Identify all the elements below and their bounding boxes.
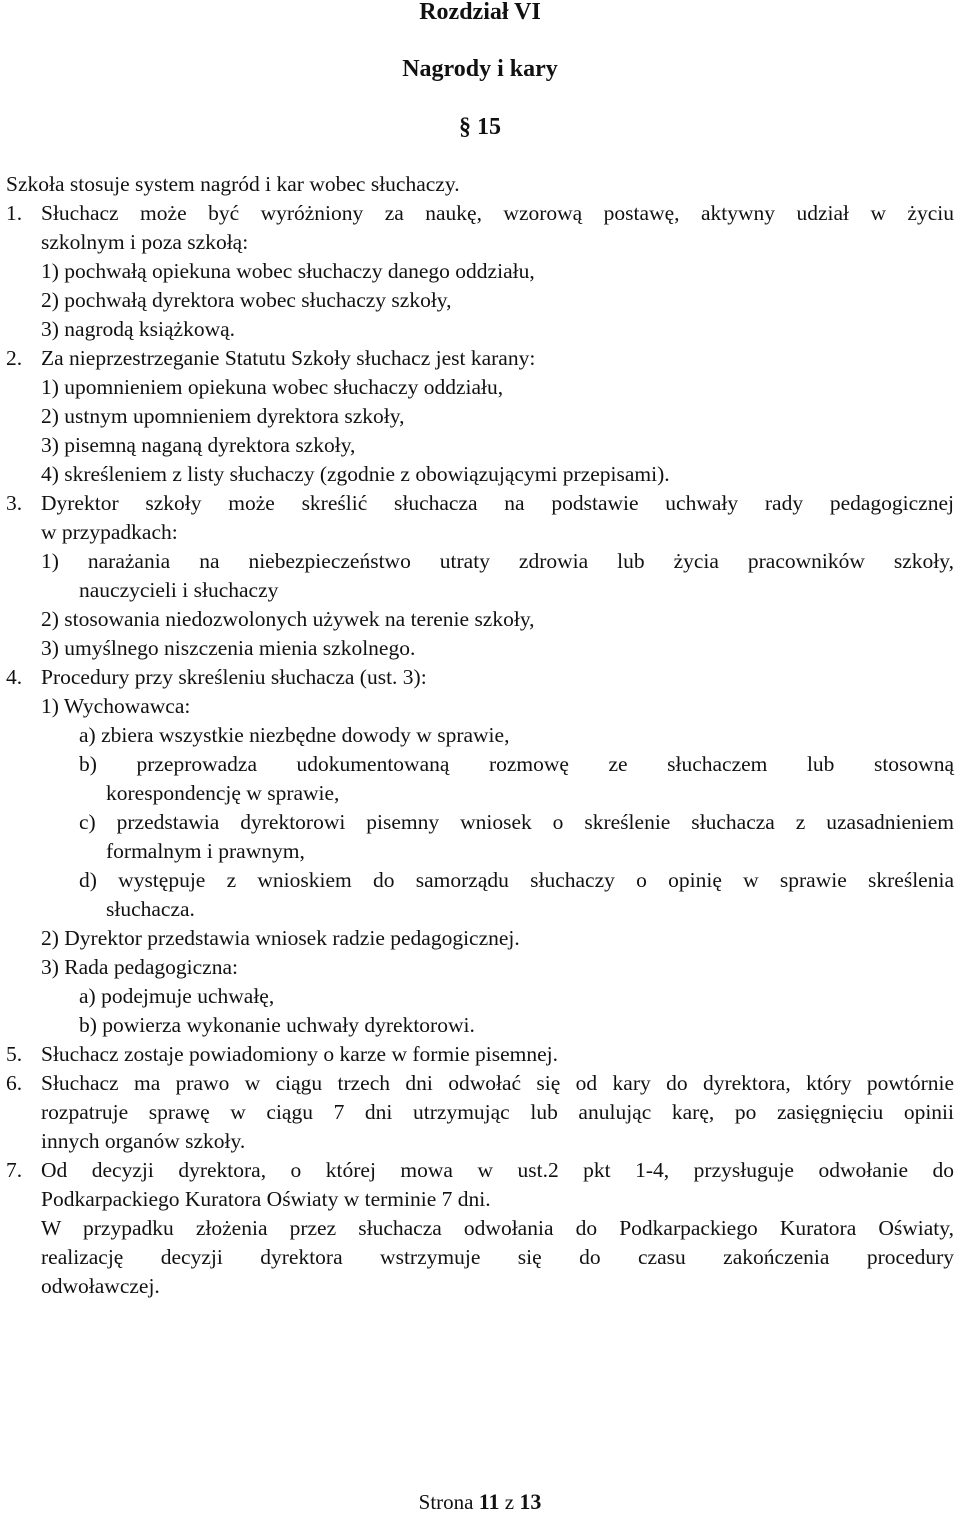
list-item: 1) pochwałą opiekuna wobec słuchaczy danego oddziału, [41, 259, 535, 283]
list-item: 3) nagrodą książkową. [41, 317, 236, 341]
list-item: 3) pisemną naganą dyrektora szkoły, [41, 433, 356, 457]
list-item: 3) umyślnego niszczenia mienia szkolnego. [41, 636, 416, 660]
sub-list-item-continuation: słuchacza. [106, 897, 195, 921]
paragraph-mark: § 15 [459, 114, 501, 140]
section-1-line: szkolnym i poza szkołą: [41, 230, 249, 254]
sub-list-item: a) podejmuje uchwałę, [79, 984, 275, 1008]
sub-list-item: d) występuje z wnioskiem do samorządu słuchaczy o opinię w sprawie skreślenia [79, 868, 954, 892]
section-5-line: Słuchacz zostaje powiadomiony o karze w formie pisemnej. [41, 1042, 559, 1066]
section-6-number: 6. [6, 1071, 23, 1095]
section-7-line: realizację decyzji dyrektora wstrzymuje się do czasu zakończenia procedury [41, 1245, 954, 1269]
section-1-number: 1. [6, 201, 23, 225]
section-6-line: Słuchacz ma prawo w ciągu trzech dni odwołać się od kary do dyrektora, który powtórnie [41, 1071, 954, 1095]
section-5-number: 5. [6, 1042, 23, 1066]
sub-list-item: a) zbiera wszystkie niezbędne dowody w sprawie, [79, 723, 510, 747]
section-2-number: 2. [6, 346, 23, 370]
section-7-line: odwoławczej. [41, 1274, 160, 1298]
list-item: 3) Rada pedagogiczna: [41, 955, 238, 979]
section-3-line: w przypadkach: [41, 520, 178, 544]
sub-list-item-continuation: formalnym i prawnym, [106, 839, 305, 863]
list-item: 1) upomnieniem opiekuna wobec słuchaczy oddziału, [41, 375, 504, 399]
list-item-continuation: nauczycieli i słuchaczy [79, 578, 279, 602]
section-7-line: Podkarpackiego Kuratora Oświaty w terminie 7 dni. [41, 1187, 491, 1211]
list-item: 4) skreśleniem z listy słuchaczy (zgodnie z obowiązującymi przepisami). [41, 462, 670, 486]
section-6-line: innych organów szkoły. [41, 1129, 246, 1153]
section-4-number: 4. [6, 665, 23, 689]
chapter-heading: Rozdział VI [419, 0, 541, 25]
footer-of: z [504, 1490, 515, 1514]
sub-list-item: c) przedstawia dyrektorowi pisemny wniosek o skreślenie słuchacza z uzasadnieniem [79, 810, 954, 834]
intro-text: Szkoła stosuje system nagród i kar wobec słuchaczy. [6, 172, 460, 196]
list-item: 1) Wychowawca: [41, 694, 191, 718]
footer-current-page: 11 [478, 1489, 500, 1514]
section-2-line: Za nieprzestrzeganie Statutu Szkoły słuchacz jest karany: [41, 346, 536, 370]
list-item: 2) Dyrektor przedstawia wniosek radzie pedagogicznej. [41, 926, 520, 950]
footer-total-pages: 13 [519, 1489, 542, 1514]
section-1-line: Słuchacz może być wyróżniony za naukę, wzorową postawę, aktywny udział w życiu [41, 201, 954, 225]
section-7-number: 7. [6, 1158, 23, 1182]
list-item: 2) stosowania niedozwolonych używek na terenie szkoły, [41, 607, 535, 631]
sub-list-item-continuation: korespondencję w sprawie, [106, 781, 340, 805]
section-7-line: Od decyzji dyrektora, o której mowa w ust.2 pkt 1-4, przysługuje odwołanie do [41, 1158, 954, 1182]
sub-list-item: b) przeprowadza udokumentowaną rozmowę ze słuchaczem lub stosowną [79, 752, 954, 776]
section-3-line: Dyrektor szkoły może skreślić słuchacza na podstawie uchwały rady pedagogicznej [41, 491, 954, 515]
section-7-line: W przypadku złożenia przez słuchacza odwołania do Podkarpackiego Kuratora Oświaty, [41, 1216, 954, 1240]
section-6-line: rozpatruje sprawę w ciągu 7 dni utrzymując lub anulując karę, po zasięgnięciu opinii [41, 1100, 954, 1124]
list-item: 1) narażania na niebezpieczeństwo utraty zdrowia lub życia pracowników szkoły, [41, 549, 954, 573]
list-item: 2) pochwałą dyrektora wobec słuchaczy szkoły, [41, 288, 452, 312]
chapter-title: Nagrody i kary [402, 56, 558, 82]
footer-label: Strona [418, 1490, 474, 1514]
list-item: 2) ustnym upomnieniem dyrektora szkoły, [41, 404, 405, 428]
sub-list-item: b) powierza wykonanie uchwały dyrektorowi. [79, 1013, 475, 1037]
section-4-line: Procedury przy skreśleniu słuchacza (ust. 3): [41, 665, 427, 689]
page-footer [0, 1488, 960, 1516]
section-3-number: 3. [6, 491, 23, 515]
